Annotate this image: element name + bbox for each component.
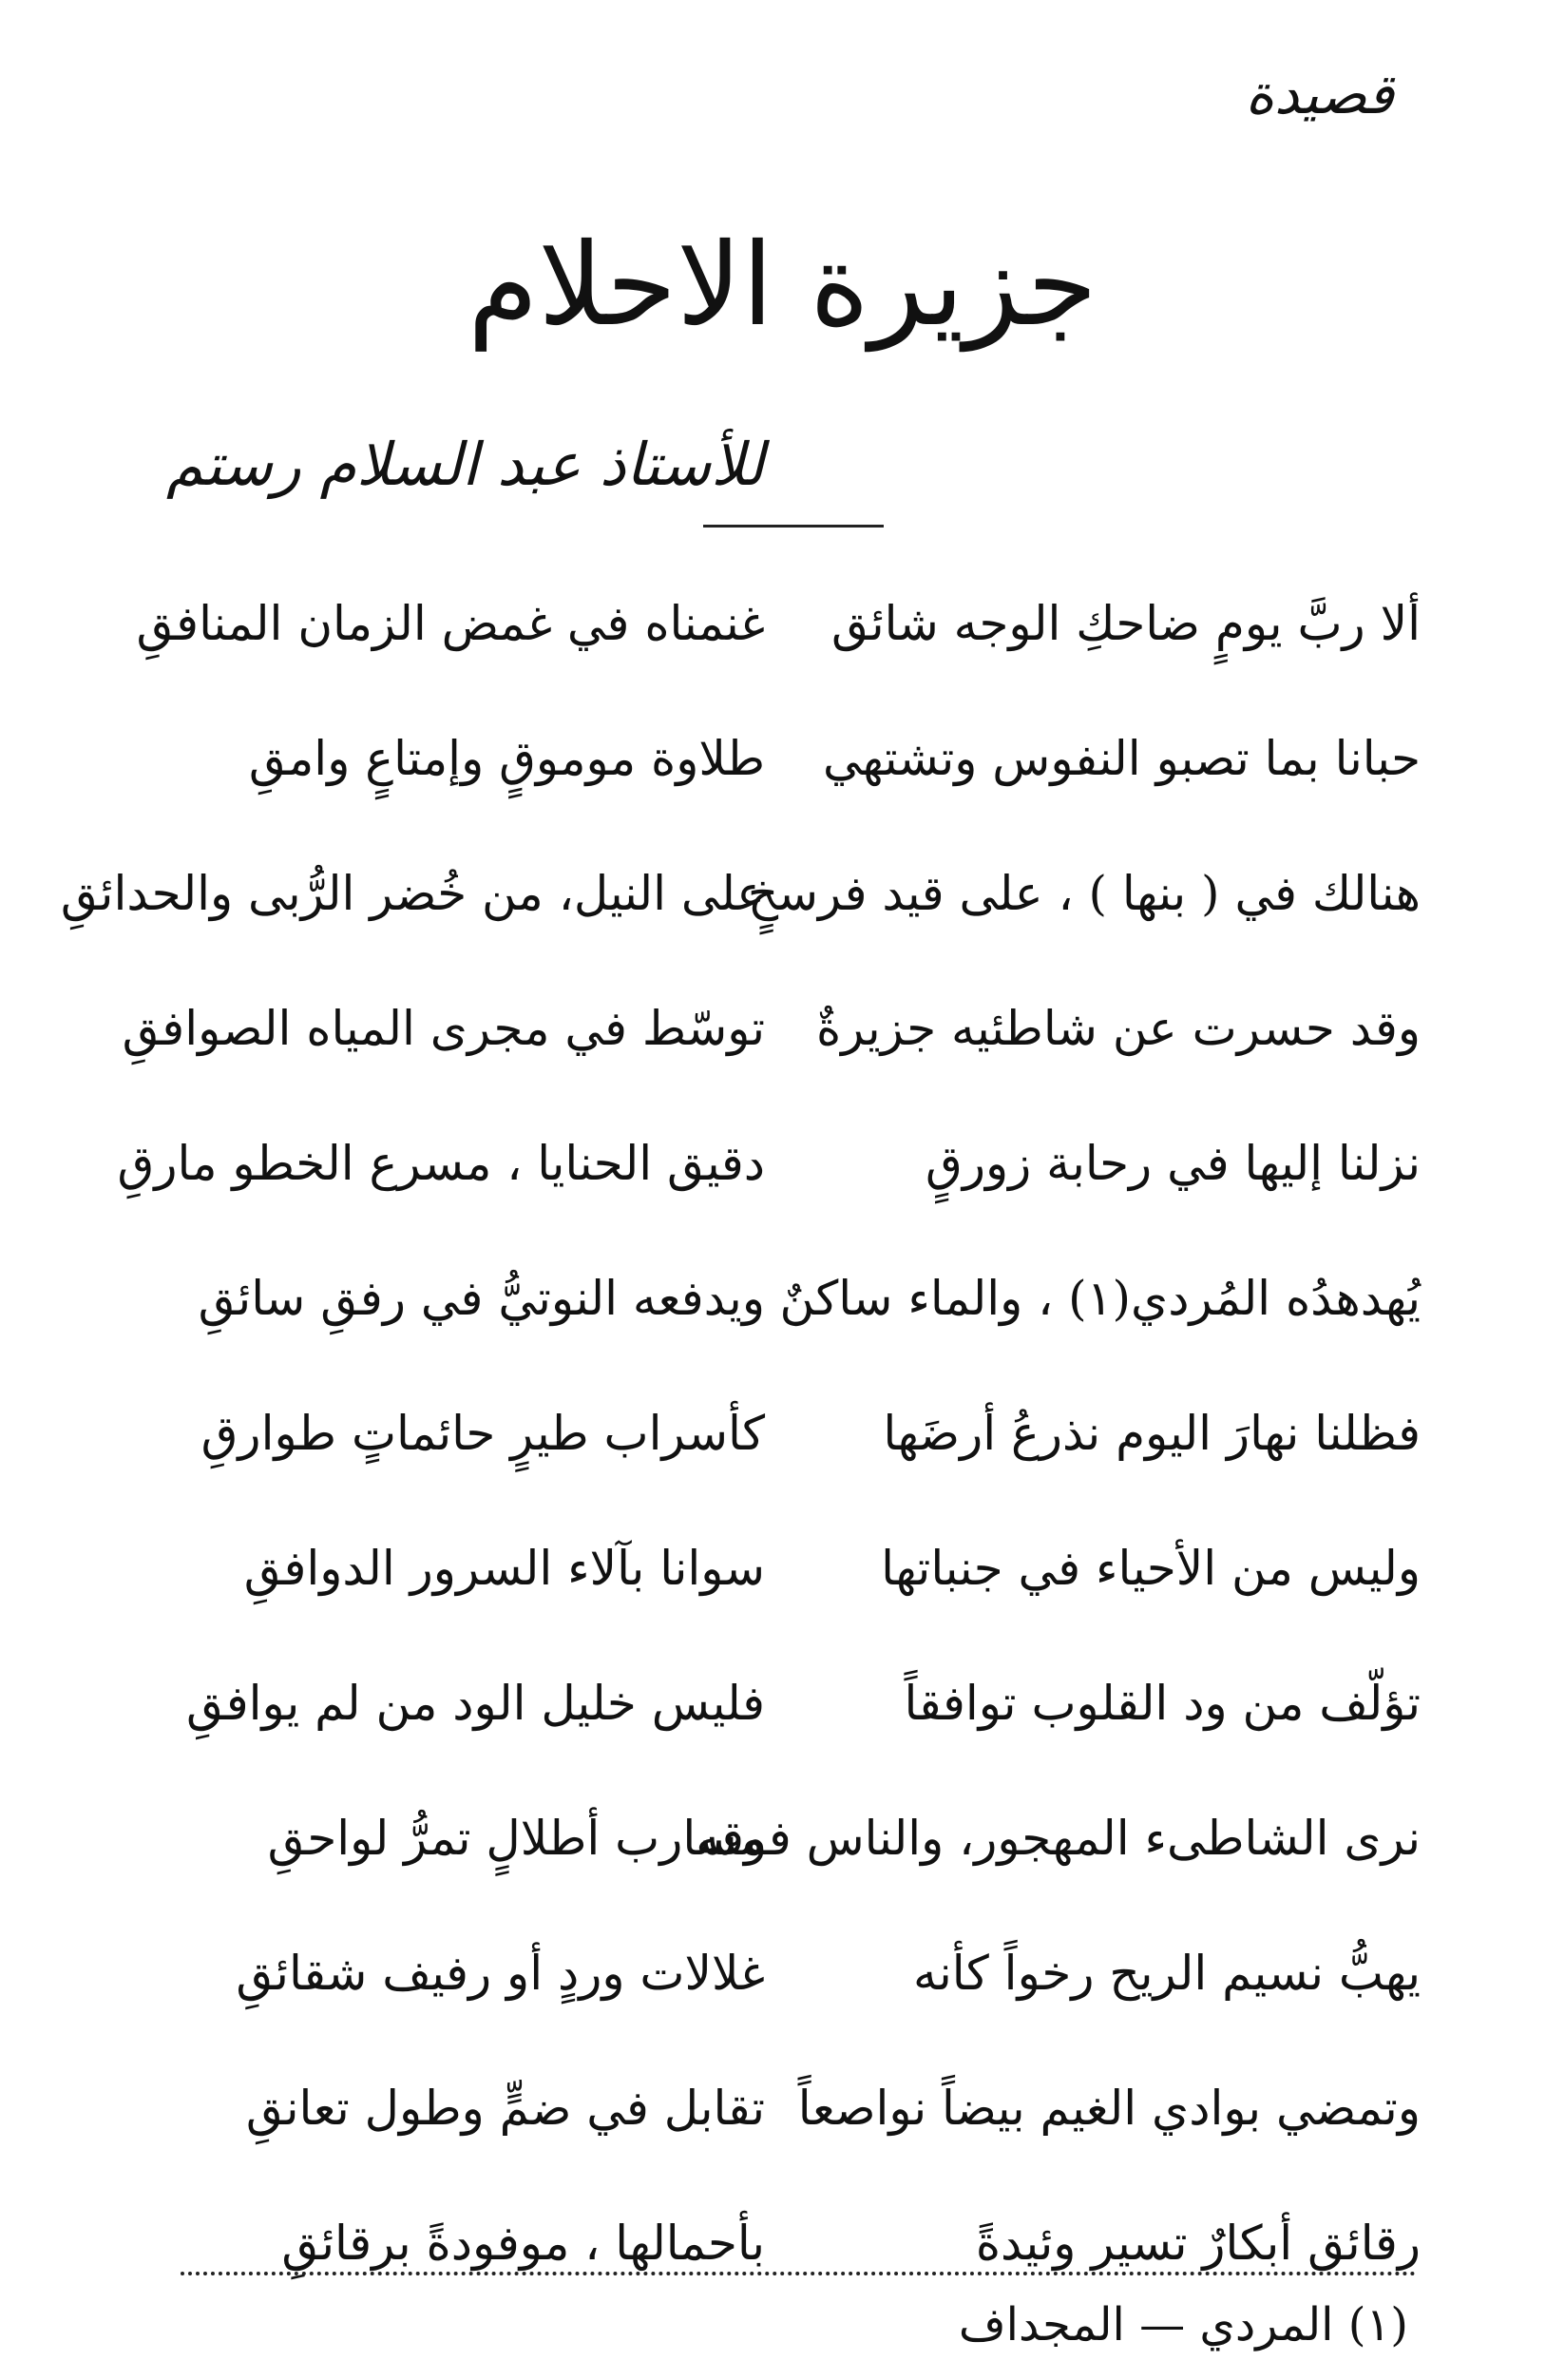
hemistich-first: رقائق أبكارٌ تسير وئيدةً	[975, 2216, 1421, 2271]
verse-line	[60, 826, 1421, 961]
title-divider	[703, 525, 884, 528]
verse-line	[157, 1501, 1421, 1636]
hemistich-second: غنمناه في غمض الزمان المنافقِ	[136, 596, 765, 651]
hemistich-first: يهبُّ نسيم الريح رخواً كأنه	[913, 1946, 1421, 2001]
footnote: (١) المردي — المجداف	[958, 2298, 1408, 2351]
footnote-divider	[181, 2272, 1416, 2275]
hemistich-second: كأسراب طيرٍ حائماتٍ طوارقِ	[200, 1406, 765, 1461]
verse-line	[117, 1096, 1421, 1231]
verse-line	[157, 2041, 1421, 2176]
hemistich-second: ويدفعه النوتيُّ في رفقِ سائقِ	[198, 1271, 765, 1326]
author-byline: للأستاذ عبد السلام رستم	[166, 430, 765, 499]
poem-title: جزيرة الاحلام	[468, 220, 1097, 352]
verse-line	[157, 1906, 1421, 2041]
hemistich-second: دقيق الحنايا ، مسرع الخطو مارقِ	[117, 1136, 765, 1191]
hemistich-first: يُهدهدُه المُردي(١) ، والماء ساكنٌ	[779, 1271, 1421, 1326]
hemistich-second: طلاوة موموقٍ وإمتاعٍ وامقِ	[248, 731, 765, 786]
poem-body	[60, 556, 1421, 2311]
hemistich-first: نرى الشاطىء المهجور، والناس فوقه	[696, 1811, 1421, 1866]
kicker-label: قصيدة	[1245, 62, 1394, 126]
hemistich-first: حبانا بما تصبو النفوس وتشتهي	[822, 731, 1421, 786]
hemistich-second: توسّط في مجرى المياه الصوافقِ	[122, 1001, 765, 1056]
hemistich-second: سوانا بآلاء السرور الدوافقِ	[243, 1541, 765, 1596]
hemistich-second: تقابل في ضمٍّ وطول تعانقِ	[245, 2081, 765, 2136]
verse-line	[136, 556, 1421, 691]
hemistich-first: فظلنا نهارَ اليوم نذرعُ أرضَها	[883, 1406, 1421, 1461]
verse-line	[157, 1636, 1421, 1771]
hemistich-first: وقد حسرت عن شاطئيه جزيرةٌ	[815, 1001, 1421, 1056]
hemistich-second: غلالات وردٍ أو رفيف شقائقِ	[236, 1946, 765, 2001]
hemistich-first: وليس من الأحياء في جنباتها	[881, 1541, 1421, 1596]
hemistich-first: تؤلّف من ود القلوب توافقاً	[904, 1676, 1421, 1731]
hemistich-second: على النيل، من خُضر الرُّبى والحدائقِ	[60, 866, 765, 921]
hemistich-first: نزلنا إليها في رحابة زورقٍ	[926, 1136, 1421, 1191]
hemistich-first: هنالك في ( بنها ) ، على قيد فرسخٍ	[747, 866, 1421, 921]
verse-line	[157, 691, 1421, 826]
verse-line	[157, 1771, 1421, 1906]
verse-line	[157, 1366, 1421, 1501]
hemistich-second: مسارب أطلالٍ تمرُّ لواحقِ	[267, 1811, 765, 1866]
hemistich-first: وتمضي بوادي الغيم بيضاً نواصعاً	[797, 2081, 1421, 2136]
verse-line	[157, 2176, 1421, 2311]
verse-line	[157, 1231, 1421, 1366]
verse-line	[122, 961, 1421, 1096]
hemistich-first: ألا ربَّ يومٍ ضاحكِ الوجه شائق	[831, 596, 1421, 651]
hemistich-second: فليس خليل الود من لم يوافقِ	[186, 1676, 765, 1731]
hemistich-second: بأحمالها ، موفودةً برقائقِ	[281, 2216, 765, 2271]
